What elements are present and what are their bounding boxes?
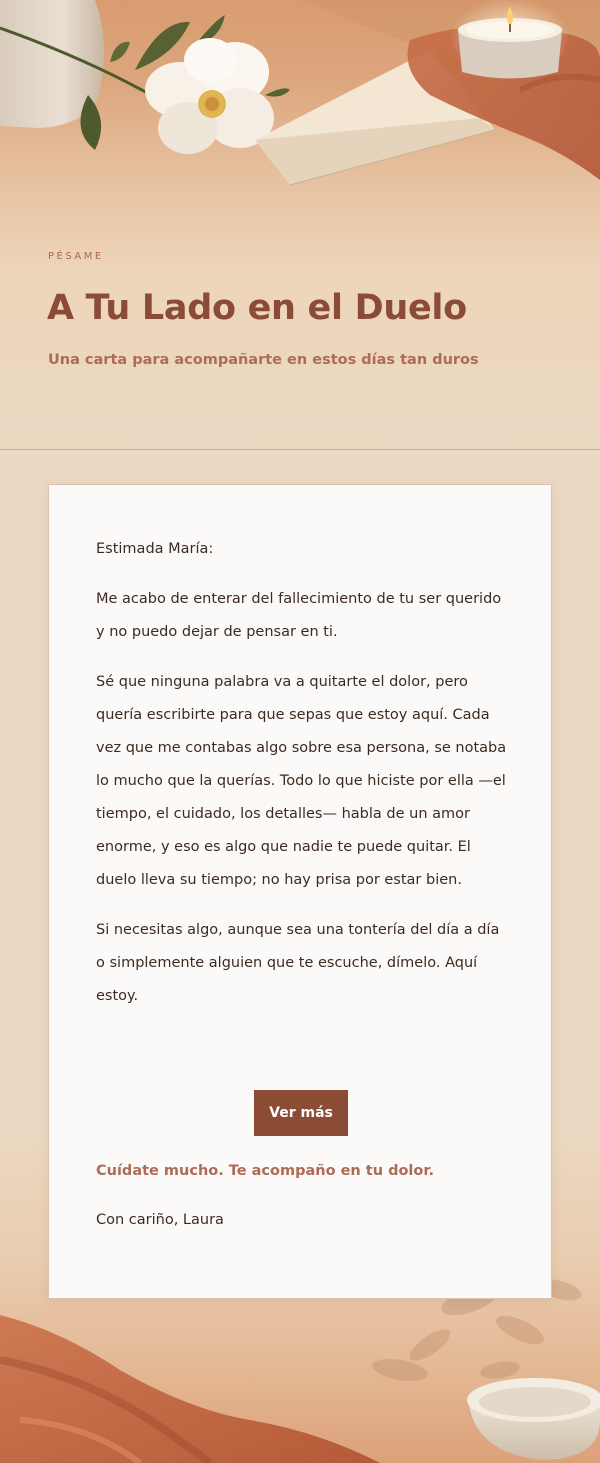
header-divider: [0, 449, 600, 450]
header-photo: [0, 0, 600, 450]
letter-body: [96, 533, 511, 1030]
page-title: A Tu Lado en el Duelo: [47, 288, 467, 328]
ceramic-bowl: [467, 1378, 600, 1460]
candle: [450, 0, 570, 79]
letter-paragraph: Si necesitas algo, aunque sea una tontería del día a día o simplemente alguien que te escuche, dímelo. Aquí estoy.: [96, 922, 500, 1004]
eyebrow-label: PÉSAME: [48, 251, 104, 262]
page-subtitle: Una carta para acompañarte en estos días tan duros: [48, 352, 479, 368]
letter-paragraph: Me acabo de enterar del fallecimiento de tu ser querido y no puedo dejar de pensar en ti.: [96, 591, 502, 640]
header-photo-illustration: [0, 0, 600, 450]
letter-greeting: Estimada María:: [96, 541, 214, 557]
letter-card: [48, 484, 552, 1299]
letter-signature: Con cariño, Laura: [96, 1212, 224, 1228]
ver-mas-button[interactable]: Ver más: [254, 1090, 348, 1136]
letter-closing: Cuídate mucho. Te acompaño en tu dolor.: [96, 1163, 434, 1179]
white-flower: [145, 38, 274, 154]
letter-paragraph: Sé que ninguna palabra va a quitarte el dolor, pero quería escribirte para que sepas que estoy aquí. Cada vez que me contabas algo sobre esa persona, se notaba lo mucho que la querías. Todo lo que hiciste por ella —el tiempo, el cuidado, los detalles— habla de un amor enorme, y eso es algo que nadie te puede quitar. El duelo lleva su tiempo; no hay prisa por estar bien.: [96, 674, 507, 888]
